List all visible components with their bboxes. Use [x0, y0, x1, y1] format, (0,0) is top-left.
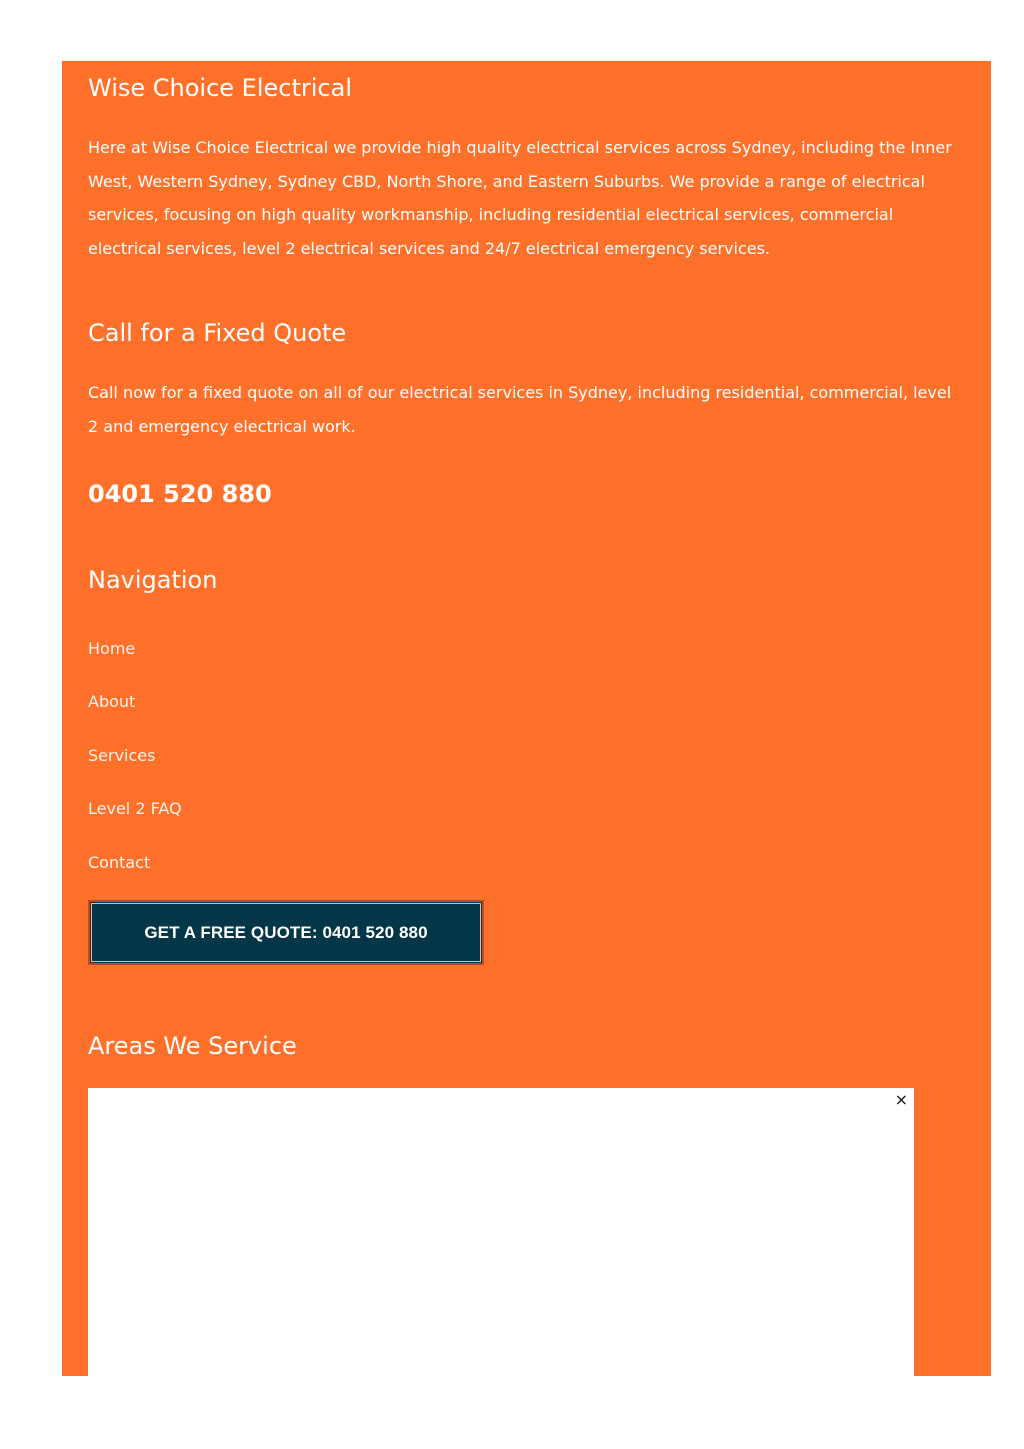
close-icon[interactable]: × [894, 1090, 908, 1109]
areas-title: Areas We Service [88, 1032, 297, 1060]
nav-link-contact[interactable]: Contact [88, 853, 151, 872]
about-title: Wise Choice Electrical [88, 74, 352, 102]
nav-link-about[interactable]: About [88, 692, 136, 711]
phone-link[interactable]: 0401 520 880 [88, 480, 272, 508]
quote-description: Call now for a fixed quote on all of our electrical services in Sydney, including residential, commercial, level 2 and emergency electrical work. [88, 383, 952, 436]
areas-map-embed[interactable] [88, 1088, 914, 1376]
nav-link-services[interactable]: Services [88, 746, 156, 765]
about-description: Here at Wise Choice Electrical we provide high quality electrical services across Sydney, including the Inner West, Western Sydney, Sydney CBD, North Shore, and Eastern Suburbs. We provide a range of electrical services, focusing on high quality workmanship, including residential electrical services, commercial electrical services, level 2 electrical services and 24/7 electrical emergency services. [88, 138, 952, 258]
navigation-title: Navigation [88, 566, 218, 594]
nav-link-level-2-faq[interactable]: Level 2 FAQ [88, 799, 182, 818]
quote-title: Call for a Fixed Quote [88, 319, 347, 347]
get-free-quote-button[interactable]: GET A FREE QUOTE: 0401 520 880 [88, 900, 484, 965]
footer-panel [62, 61, 991, 1376]
nav-link-home[interactable]: Home [88, 639, 136, 658]
